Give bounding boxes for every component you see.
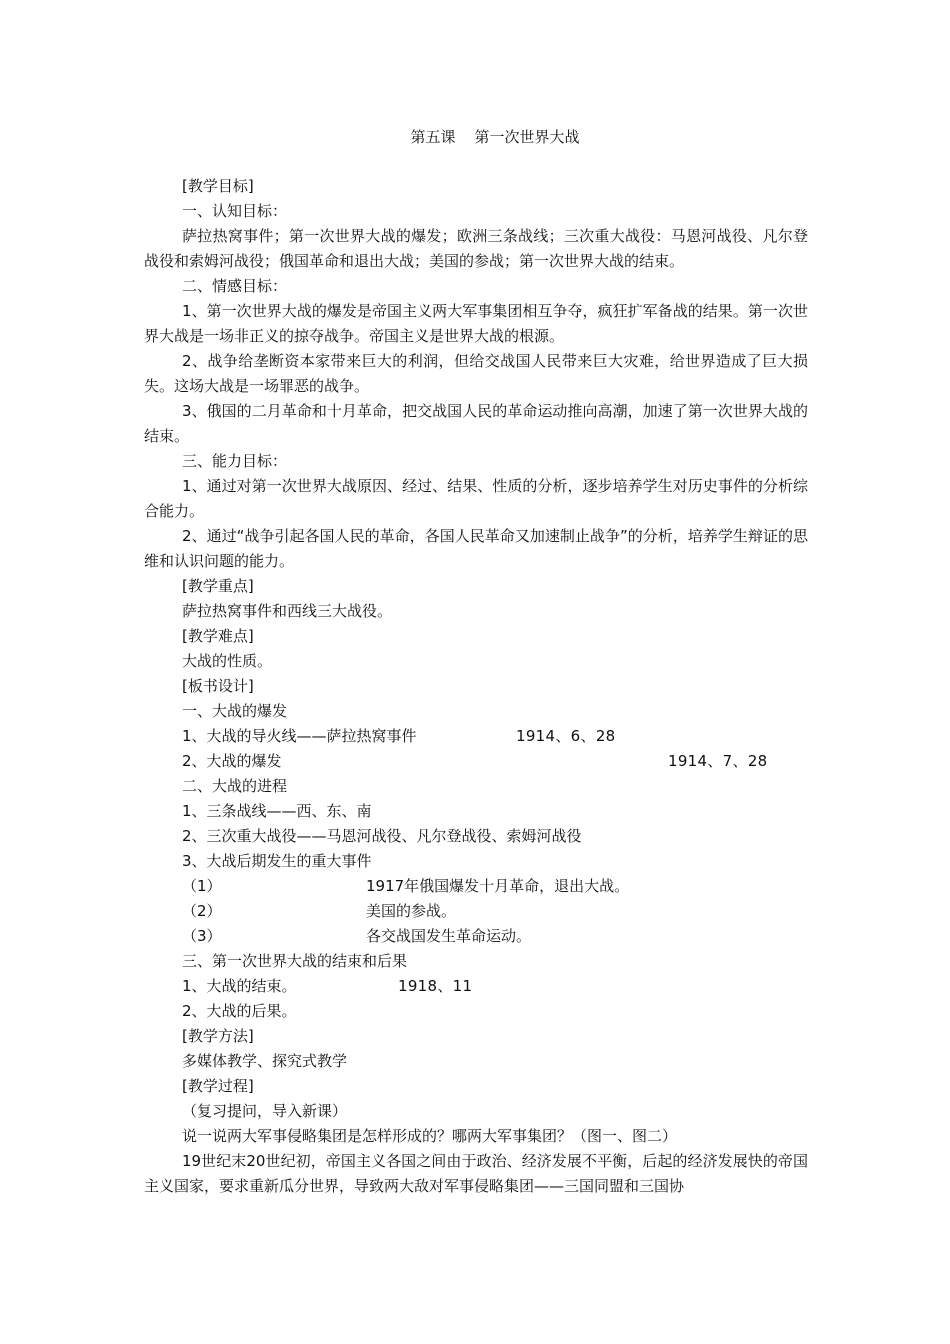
board-item-2-2: 2、三次重大战役——马恩河战役、凡尔登战役、索姆河战役: [182, 827, 582, 845]
emotional-item-3: 3、俄国的二月革命和十月革命，把交战国人民的革命运动推向高潮，加速了第一次世界大战的结束。: [144, 402, 808, 445]
board-section-3: 三、第一次世界大战的结束和后果: [182, 952, 408, 970]
event-1-text: 1917年俄国爆发十月革命，退出大战。: [366, 877, 630, 895]
key-points-text: 萨拉热窝事件和西线三大战役。: [182, 602, 393, 620]
method-text: 多媒体教学、探究式教学: [182, 1052, 348, 1070]
event-row-1: [144, 874, 808, 899]
difficulty-text: 大战的性质。: [182, 652, 273, 670]
ability-item-1: 1、通过对第一次世界大战原因、经过、结果、性质的分析，逐步培养学生对历史事件的分析综合能力。: [144, 477, 808, 520]
event-1-number: （1）: [182, 877, 222, 895]
ability-heading: 三、能力目标：: [182, 452, 288, 470]
board-item-1-1-text: 1、大战的导火线——萨拉热窝事件: [182, 727, 417, 745]
ability-item-2: 2、通过“战争引起各国人民的革命，各国人民革命又加速制止战争”的分析，培养学生辩证的思维和认识问题的能力。: [144, 527, 808, 570]
cognitive-heading: 一、认知目标：: [182, 202, 288, 220]
process-heading: [教学过程]: [182, 1077, 254, 1095]
event-3-text: 各交战国发生革命运动。: [366, 927, 532, 945]
process-line-3: 19世纪末20世纪初，帝国主义各国之间由于政治、经济发展不平衡，后起的经济发展快的帝国主义国家，要求重新瓜分世界，导致两大敌对军事侵略集团——三国同盟和三国协: [144, 1152, 808, 1195]
board-item-1-2-date: 1914、7、28: [668, 752, 768, 770]
page-title: 第五课 第一次世界大战: [410, 128, 580, 146]
board-item-3-2: 2、大战的后果。: [182, 1002, 297, 1020]
document-body: [144, 174, 808, 1199]
process-line-1: （复习提问，导入新课）: [182, 1102, 348, 1120]
emotional-item-1: 1、第一次世界大战的爆发是帝国主义两大军事集团相互争夺，疯狂扩军备战的结果。第一次世界大战是一场非正义的掠夺战争。帝国主义是世界大战的根源。: [144, 302, 808, 345]
board-item-1-2-text: 2、大战的爆发: [182, 752, 282, 770]
difficulty-heading: [教学难点]: [182, 627, 254, 645]
board-item-3-1: [144, 974, 808, 999]
board-section-2: 二、大战的进程: [182, 777, 288, 795]
emotional-item-2: 2、战争给垄断资本家带来巨大的利润，但给交战国人民带来巨大灾难，给世界造成了巨大损失。这场大战是一场罪恶的战争。: [144, 352, 808, 395]
method-heading: [教学方法]: [182, 1027, 254, 1045]
board-item-1-2: [144, 749, 808, 774]
board-item-1-1-date: 1914、6、28: [516, 727, 616, 745]
board-item-3-1-text: 1、大战的结束。: [182, 977, 297, 995]
event-row-2: [144, 899, 808, 924]
board-item-2-1: 1、三条战线——西、东、南: [182, 802, 372, 820]
board-item-3-1-date: 1918、11: [398, 977, 473, 995]
board-design-heading: [板书设计]: [182, 677, 254, 695]
cognitive-text: 萨拉热窝事件；第一次世界大战的爆发；欧洲三条战线；三次重大战役：马恩河战役、凡尔登战役和索姆河战役；俄国革命和退出大战；美国的参战；第一次世界大战的结束。: [144, 227, 808, 270]
event-row-3: [144, 924, 808, 949]
key-points-heading: [教学重点]: [182, 577, 254, 595]
board-section-1: 一、大战的爆发: [182, 702, 288, 720]
event-2-text: 美国的参战。: [366, 902, 457, 920]
process-line-2: 说一说两大军事侵略集团是怎样形成的？哪两大军事集团？（图一、图二）: [182, 1127, 678, 1145]
board-item-1-1: [144, 724, 808, 749]
emotional-heading: 二、情感目标：: [182, 277, 288, 295]
objectives-heading: [教学目标]: [182, 177, 254, 195]
event-3-number: （3）: [182, 927, 222, 945]
board-item-2-3: 3、大战后期发生的重大事件: [182, 852, 372, 870]
event-2-number: （2）: [182, 902, 222, 920]
